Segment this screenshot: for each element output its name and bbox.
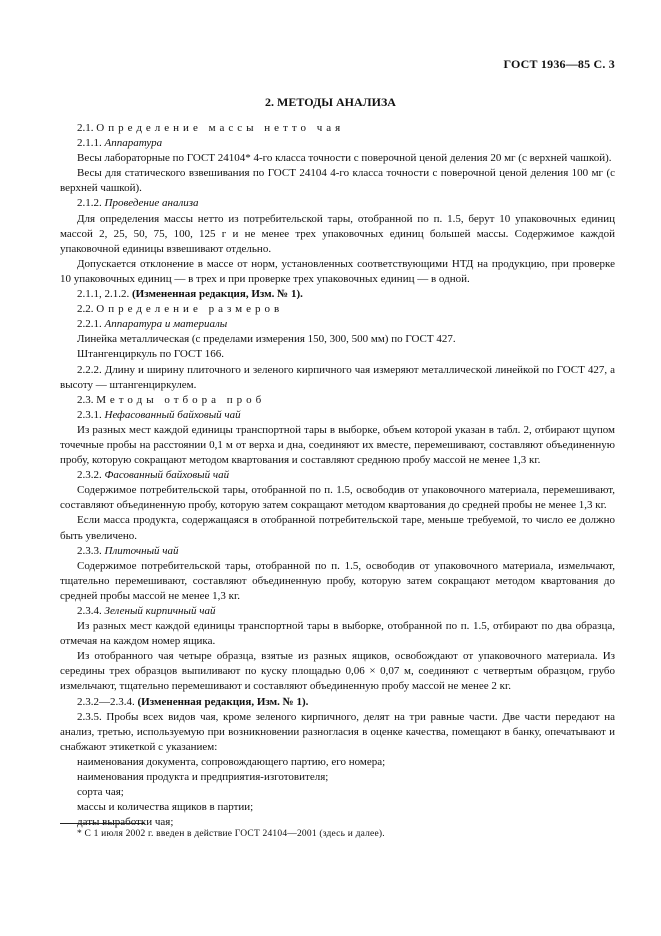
clause-2-3-1: 2.3.1. Нефасованный байховый чай <box>77 408 241 421</box>
page-header: ГОСТ 1936—85 С. 3 <box>503 57 615 71</box>
footnote: * С 1 июля 2002 г. введен в действие ГОСТ 24104—2001 (здесь и далее). <box>77 829 385 839</box>
clause-2-3-2: 2.3.2. Фасованный байховый чай <box>77 469 230 482</box>
paragraph: Допускается отклонение в массе от норм, установленных соответствующими НТД на продукцию, при проверке 10 упаковочных единиц — в трех и при проверке трех упаковочных единиц — в одной. <box>60 257 615 285</box>
clause-2-2: 2.2. Определение размеров <box>77 303 284 316</box>
clause-2-3-5: 2.3.5. Пробы всех видов чая, кроме зеленого кирпичного, делят на три равные части. Две части передают на анализ, третью, используемую при возникновении разногласия в оценке качества, помещают в банку, опечатывают и снабжают этикеткой с указанием: <box>60 710 615 753</box>
paragraph: Для определения массы нетто из потребительской тары, отобранной по п. 1.5, берут 10 упаковочных единиц массой 2, 25, 50, 75, 100, 125 г и не менее трех упаковочных единиц большей массы. Содержимое каждой упаковочной единицы взвешивают отдельно. <box>60 212 615 255</box>
paragraph: Весы для статического взвешивания по ГОСТ 24104 4-го класса точности с поверочной ценой деления 100 мг (с верхней чашкой). <box>60 167 615 195</box>
paragraph: Штангенциркуль по ГОСТ 166. <box>77 348 225 361</box>
paragraph: Из разных мест каждой единицы транспортной тары в выборке, отобранной по п. 1.5, отбирают по два образца, отмечая на каждом номер ящика. <box>60 620 615 648</box>
list-item: наименования продукта и предприятия-изготовителя; <box>77 771 329 784</box>
paragraph: Из отобранного чая четыре образца, взятые из разных ящиков, освобождают от упаковочного материала. Из середины трех образцов выпиливают по куску площадью 0,06 × 0,07 м, соединяют с четвертым образцом, грубо измельчают, тщательно перемешивают и составляют объединенную пробу массой не менее 2 кг. <box>60 650 615 693</box>
clause-2-1-1: 2.1.1. Аппаратура <box>77 137 163 150</box>
list-item: даты выработки чая; <box>77 816 174 829</box>
clause-2-3-4: 2.3.4. Зеленый кирпичный чай <box>77 605 216 617</box>
clause-2-2-1: 2.2.1. Аппаратура и материалы <box>77 318 228 331</box>
amendment-note: 2.3.2—2.3.4. (Измененная редакция, Изм. № 1). <box>77 695 309 708</box>
clause-2-3: 2.3. Методы отбора проб <box>77 393 266 406</box>
footnote-divider <box>60 823 145 824</box>
section-title: 2. МЕТОДЫ АНАЛИЗА <box>265 95 396 109</box>
document-body <box>60 121 615 830</box>
list-item: массы и количества ящиков в партии; <box>77 801 254 814</box>
paragraph: Весы лабораторные по ГОСТ 24104* 4-го класса точности с поверочной ценой деления 20 мг (с верхней чашкой). <box>77 152 612 165</box>
paragraph: Если масса продукта, содержащаяся в отобранной потребительской таре, меньше требуемой, то число ее должно быть увеличено. <box>60 514 615 542</box>
list-item: сорта чая; <box>77 786 124 799</box>
paragraph: Линейка металлическая (с пределами измерения 150, 300, 500 мм) по ГОСТ 427. <box>77 333 456 346</box>
clause-2-2-2: 2.2.2. Длину и ширину плиточного и зеленого кирпичного чая измеряют металлической линейкой по ГОСТ 427, а высоту — штангенциркулем. <box>60 363 615 391</box>
paragraph: Из разных мест каждой единицы транспортной тары в выборке, объем которой указан в табл. 2, отбирают щупом точечные пробы на расстоянии 0,1 м от верха и дна, соединяют их вместе, перемешивают, составляют объединенную пробу, которую сокращают методом квартования и составляют среднюю пробу массой не менее 1,3 кг. <box>60 423 615 467</box>
amendment-note: 2.1.1, 2.1.2. (Измененная редакция, Изм. № 1). <box>77 288 303 301</box>
clause-2-1-2: 2.1.2. Проведение анализа <box>77 197 199 210</box>
paragraph: Содержимое потребительской тары, отобранной по п. 1.5, освободив от упаковочного материала, перемешивают, составляют объединенную пробу, которую затем сокращают методом квартования до средней пробы не менее 1,3 кг. <box>60 484 615 512</box>
paragraph: Содержимое потребительской тары, отобранной по п. 1.5, освободив от упаковочного материала, измельчают, тщательно перемешивают, составляют объединенную пробу, которую затем сокращают методом квартования до средней пробы массой не менее 1,3 кг. <box>60 559 615 602</box>
clause-2-1: 2.1. Определение массы нетто чая <box>77 122 345 134</box>
list-item: наименования документа, сопровождающего партию, его номера; <box>77 755 386 768</box>
clause-2-3-3: 2.3.3. Плиточный чай <box>77 544 179 557</box>
